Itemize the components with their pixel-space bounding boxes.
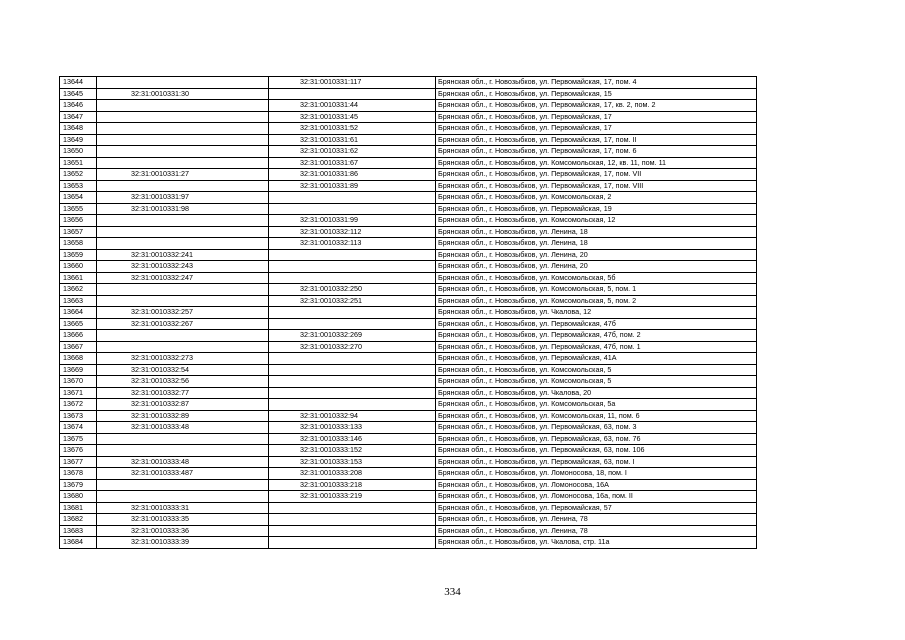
row-number-cell: 13674 <box>60 422 97 434</box>
row-number-cell: 13659 <box>60 249 97 261</box>
cadastral-number-cell <box>97 445 269 457</box>
table-row <box>60 399 757 411</box>
cadastral-number-cell <box>97 491 269 503</box>
row-number-cell: 13684 <box>60 537 97 549</box>
cadastral-number-cell <box>97 100 269 112</box>
cadastral-number-secondary-cell: 32:31:0010333:146 <box>269 433 436 445</box>
address-cell: Брянская обл., г. Новозыбков, ул. Первомайская, 47б, пом. 2 <box>436 330 757 342</box>
row-number-cell: 13665 <box>60 318 97 330</box>
cadastral-number-secondary-cell: 32:31:0010331:44 <box>269 100 436 112</box>
row-number-cell: 13661 <box>60 272 97 284</box>
cadastral-number-cell <box>97 433 269 445</box>
cadastral-number-cell: 32:31:0010332:87 <box>97 399 269 411</box>
table-row <box>60 341 757 353</box>
table-row <box>60 330 757 342</box>
cadastral-number-secondary-cell: 32:31:0010333:152 <box>269 445 436 457</box>
row-number-cell: 13672 <box>60 399 97 411</box>
table-row <box>60 88 757 100</box>
cadastral-number-cell: 32:31:0010333:31 <box>97 502 269 514</box>
row-number-cell: 13656 <box>60 215 97 227</box>
cadastral-number-secondary-cell: 32:31:0010332:251 <box>269 295 436 307</box>
cadastral-number-cell <box>97 284 269 296</box>
address-cell: Брянская обл., г. Новозыбков, ул. Комсомольская, 2 <box>436 192 757 204</box>
cadastral-number-cell <box>97 123 269 135</box>
row-number-cell: 13681 <box>60 502 97 514</box>
row-number-cell: 13649 <box>60 134 97 146</box>
cadastral-number-cell: 32:31:0010331:27 <box>97 169 269 181</box>
row-number-cell: 13651 <box>60 157 97 169</box>
table-row <box>60 376 757 388</box>
cadastral-number-secondary-cell: 32:31:0010331:99 <box>269 215 436 227</box>
table-row <box>60 249 757 261</box>
address-cell: Брянская обл., г. Новозыбков, ул. Первомайская, 47б <box>436 318 757 330</box>
cadastral-number-secondary-cell <box>269 376 436 388</box>
cadastral-number-secondary-cell: 32:31:0010331:45 <box>269 111 436 123</box>
address-cell: Брянская обл., г. Новозыбков, ул. Первомайская, 17, пом. 4 <box>436 77 757 89</box>
cadastral-number-secondary-cell: 32:31:0010332:112 <box>269 226 436 238</box>
cadastral-number-cell <box>97 479 269 491</box>
address-cell: Брянская обл., г. Новозыбков, ул. Первомайская, 17, пом. II <box>436 134 757 146</box>
cadastral-number-cell: 32:31:0010332:257 <box>97 307 269 319</box>
address-cell: Брянская обл., г. Новозыбков, ул. Комсомольская, 5 <box>436 376 757 388</box>
table-row <box>60 456 757 468</box>
cadastral-number-cell: 32:31:0010332:56 <box>97 376 269 388</box>
address-cell: Брянская обл., г. Новозыбков, ул. Ломоносова, 18, пом. I <box>436 468 757 480</box>
address-cell: Брянская обл., г. Новозыбков, ул. Первомайская, 63, пом. 76 <box>436 433 757 445</box>
table-row <box>60 525 757 537</box>
cadastral-number-cell: 32:31:0010332:273 <box>97 353 269 365</box>
row-number-cell: 13646 <box>60 100 97 112</box>
table-row <box>60 307 757 319</box>
address-cell: Брянская обл., г. Новозыбков, ул. Ломоносова, 16А <box>436 479 757 491</box>
page-number: 334 <box>444 586 461 598</box>
row-number-cell: 13680 <box>60 491 97 503</box>
address-cell: Брянская обл., г. Новозыбков, ул. Ленина, 18 <box>436 226 757 238</box>
cadastral-number-cell <box>97 215 269 227</box>
address-cell: Брянская обл., г. Новозыбков, ул. Комсомольская, 5б <box>436 272 757 284</box>
table-row <box>60 169 757 181</box>
row-number-cell: 13658 <box>60 238 97 250</box>
address-cell: Брянская обл., г. Новозыбков, ул. Комсомольская, 11, пом. 6 <box>436 410 757 422</box>
cadastral-number-cell <box>97 111 269 123</box>
row-number-cell: 13657 <box>60 226 97 238</box>
cadastral-number-secondary-cell: 32:31:0010333:219 <box>269 491 436 503</box>
address-cell: Брянская обл., г. Новозыбков, ул. Первомайская, 17 <box>436 123 757 135</box>
cadastral-number-secondary-cell: 32:31:0010331:62 <box>269 146 436 158</box>
address-cell: Брянская обл., г. Новозыбков, ул. Первомайская, 47б, пом. 1 <box>436 341 757 353</box>
address-cell: Брянская обл., г. Новозыбков, ул. Первомайская, 63, пом. 3 <box>436 422 757 434</box>
table-row <box>60 203 757 215</box>
cadastral-number-cell: 32:31:0010332:243 <box>97 261 269 273</box>
cadastral-number-secondary-cell <box>269 261 436 273</box>
row-number-cell: 13653 <box>60 180 97 192</box>
cadastral-number-secondary-cell <box>269 387 436 399</box>
address-cell: Брянская обл., г. Новозыбков, ул. Комсомольская, 12 <box>436 215 757 227</box>
table-row <box>60 192 757 204</box>
row-number-cell: 13644 <box>60 77 97 89</box>
row-number-cell: 13652 <box>60 169 97 181</box>
cadastral-number-secondary-cell <box>269 502 436 514</box>
table-row <box>60 238 757 250</box>
cadastral-number-secondary-cell <box>269 525 436 537</box>
table-row <box>60 502 757 514</box>
address-cell: Брянская обл., г. Новозыбков, ул. Первомайская, 17, кв. 2, пом. 2 <box>436 100 757 112</box>
cadastral-number-secondary-cell: 32:31:0010333:208 <box>269 468 436 480</box>
address-cell: Брянская обл., г. Новозыбков, ул. Ленина, 78 <box>436 525 757 537</box>
row-number-cell: 13667 <box>60 341 97 353</box>
cadastral-number-secondary-cell <box>269 192 436 204</box>
cadastral-number-secondary-cell: 32:31:0010332:270 <box>269 341 436 353</box>
cadastral-number-cell <box>97 134 269 146</box>
table-row <box>60 468 757 480</box>
cadastral-number-secondary-cell: 32:31:0010333:218 <box>269 479 436 491</box>
table-row <box>60 364 757 376</box>
row-number-cell: 13676 <box>60 445 97 457</box>
row-number-cell: 13669 <box>60 364 97 376</box>
table-row <box>60 537 757 549</box>
row-number-cell: 13663 <box>60 295 97 307</box>
cadastral-number-cell: 32:31:0010333:35 <box>97 514 269 526</box>
table-row <box>60 146 757 158</box>
table-row <box>60 226 757 238</box>
table-row <box>60 134 757 146</box>
row-number-cell: 13678 <box>60 468 97 480</box>
table-row <box>60 433 757 445</box>
table-row <box>60 491 757 503</box>
row-number-cell: 13675 <box>60 433 97 445</box>
cadastral-number-secondary-cell <box>269 307 436 319</box>
cadastral-number-cell: 32:31:0010333:48 <box>97 422 269 434</box>
cadastral-number-cell: 32:31:0010331:98 <box>97 203 269 215</box>
table-row <box>60 111 757 123</box>
cadastral-number-cell <box>97 341 269 353</box>
cadastral-number-cell <box>97 330 269 342</box>
cadastral-number-secondary-cell <box>269 364 436 376</box>
cadastral-number-cell <box>97 226 269 238</box>
row-number-cell: 13666 <box>60 330 97 342</box>
cadastral-number-secondary-cell <box>269 399 436 411</box>
cadastral-number-cell <box>97 295 269 307</box>
table-row <box>60 514 757 526</box>
row-number-cell: 13683 <box>60 525 97 537</box>
row-number-cell: 13664 <box>60 307 97 319</box>
row-number-cell: 13673 <box>60 410 97 422</box>
table-row <box>60 272 757 284</box>
table-row <box>60 445 757 457</box>
row-number-cell: 13677 <box>60 456 97 468</box>
table-row <box>60 353 757 365</box>
cadastral-number-cell <box>97 157 269 169</box>
cadastral-number-cell: 32:31:0010332:77 <box>97 387 269 399</box>
row-number-cell: 13670 <box>60 376 97 388</box>
cadastral-number-secondary-cell: 32:31:0010331:89 <box>269 180 436 192</box>
row-number-cell: 13660 <box>60 261 97 273</box>
address-cell: Брянская обл., г. Новозыбков, ул. Первомайская, 17, пом. 6 <box>436 146 757 158</box>
table-row <box>60 410 757 422</box>
row-number-cell: 13645 <box>60 88 97 100</box>
cadastral-number-cell: 32:31:0010333:39 <box>97 537 269 549</box>
register-table <box>59 76 757 549</box>
address-cell: Брянская обл., г. Новозыбков, ул. Первомайская, 63, пом. 106 <box>436 445 757 457</box>
row-number-cell: 13679 <box>60 479 97 491</box>
cadastral-number-cell: 32:31:0010331:97 <box>97 192 269 204</box>
address-cell: Брянская обл., г. Новозыбков, ул. Комсомольская, 5 <box>436 364 757 376</box>
cadastral-number-cell: 32:31:0010332:241 <box>97 249 269 261</box>
cadastral-number-cell: 32:31:0010333:487 <box>97 468 269 480</box>
cadastral-number-secondary-cell: 32:31:0010332:250 <box>269 284 436 296</box>
cadastral-number-cell <box>97 180 269 192</box>
cadastral-number-secondary-cell: 32:31:0010332:113 <box>269 238 436 250</box>
cadastral-number-secondary-cell: 32:31:0010331:117 <box>269 77 436 89</box>
address-cell: Брянская обл., г. Новозыбков, ул. Чкалова, 12 <box>436 307 757 319</box>
table-row <box>60 387 757 399</box>
address-cell: Брянская обл., г. Новозыбков, ул. Ленина, 20 <box>436 261 757 273</box>
cadastral-number-secondary-cell: 32:31:0010331:67 <box>269 157 436 169</box>
address-cell: Брянская обл., г. Новозыбков, ул. Первомайская, 17, пом. VIII <box>436 180 757 192</box>
row-number-cell: 13647 <box>60 111 97 123</box>
address-cell: Брянская обл., г. Новозыбков, ул. Чкалова, 20 <box>436 387 757 399</box>
address-cell: Брянская обл., г. Новозыбков, ул. Первомайская, 17, пом. VII <box>436 169 757 181</box>
row-number-cell: 13650 <box>60 146 97 158</box>
cadastral-number-cell <box>97 146 269 158</box>
cadastral-number-cell <box>97 238 269 250</box>
cadastral-number-secondary-cell <box>269 514 436 526</box>
cadastral-number-secondary-cell: 32:31:0010331:86 <box>269 169 436 181</box>
row-number-cell: 13662 <box>60 284 97 296</box>
register-body <box>60 77 757 549</box>
cadastral-number-secondary-cell <box>269 353 436 365</box>
table-row <box>60 157 757 169</box>
cadastral-number-secondary-cell <box>269 88 436 100</box>
cadastral-number-cell: 32:31:0010332:89 <box>97 410 269 422</box>
row-number-cell: 13648 <box>60 123 97 135</box>
cadastral-number-secondary-cell: 32:31:0010333:133 <box>269 422 436 434</box>
cadastral-number-cell: 32:31:0010331:30 <box>97 88 269 100</box>
cadastral-number-secondary-cell <box>269 249 436 261</box>
table-row <box>60 215 757 227</box>
address-cell: Брянская обл., г. Новозыбков, ул. Комсомольская, 5а <box>436 399 757 411</box>
table-row <box>60 180 757 192</box>
cadastral-number-cell: 32:31:0010332:54 <box>97 364 269 376</box>
address-cell: Брянская обл., г. Новозыбков, ул. Первомайская, 57 <box>436 502 757 514</box>
address-cell: Брянская обл., г. Новозыбков, ул. Комсомольская, 5, пом. 2 <box>436 295 757 307</box>
cadastral-number-secondary-cell: 32:31:0010331:61 <box>269 134 436 146</box>
address-cell: Брянская обл., г. Новозыбков, ул. Ленина, 18 <box>436 238 757 250</box>
row-number-cell: 13655 <box>60 203 97 215</box>
table-row <box>60 295 757 307</box>
address-cell: Брянская обл., г. Новозыбков, ул. Ленина, 78 <box>436 514 757 526</box>
row-number-cell: 13671 <box>60 387 97 399</box>
cadastral-number-secondary-cell: 32:31:0010332:94 <box>269 410 436 422</box>
row-number-cell: 13682 <box>60 514 97 526</box>
address-cell: Брянская обл., г. Новозыбков, ул. Первомайская, 41А <box>436 353 757 365</box>
cadastral-number-secondary-cell: 32:31:0010331:52 <box>269 123 436 135</box>
table-row <box>60 318 757 330</box>
cadastral-number-secondary-cell: 32:31:0010333:153 <box>269 456 436 468</box>
table-row <box>60 123 757 135</box>
address-cell: Брянская обл., г. Новозыбков, ул. Первомайская, 19 <box>436 203 757 215</box>
address-cell: Брянская обл., г. Новозыбков, ул. Первомайская, 63, пом. I <box>436 456 757 468</box>
row-number-cell: 13668 <box>60 353 97 365</box>
address-cell: Брянская обл., г. Новозыбков, ул. Чкалова, стр. 11а <box>436 537 757 549</box>
cadastral-number-cell: 32:31:0010333:48 <box>97 456 269 468</box>
cadastral-number-cell: 32:31:0010332:247 <box>97 272 269 284</box>
table-row <box>60 479 757 491</box>
address-cell: Брянская обл., г. Новозыбков, ул. Ломоносова, 16а, пом. II <box>436 491 757 503</box>
table-row <box>60 261 757 273</box>
cadastral-number-secondary-cell <box>269 272 436 284</box>
address-cell: Брянская обл., г. Новозыбков, ул. Первомайская, 17 <box>436 111 757 123</box>
table-row <box>60 284 757 296</box>
cadastral-number-secondary-cell <box>269 203 436 215</box>
cadastral-number-secondary-cell <box>269 537 436 549</box>
cadastral-number-cell: 32:31:0010332:267 <box>97 318 269 330</box>
address-cell: Брянская обл., г. Новозыбков, ул. Комсомольская, 12, кв. 11, пом. 11 <box>436 157 757 169</box>
cadastral-number-secondary-cell <box>269 318 436 330</box>
address-cell: Брянская обл., г. Новозыбков, ул. Комсомольская, 5, пом. 1 <box>436 284 757 296</box>
row-number-cell: 13654 <box>60 192 97 204</box>
table-row <box>60 422 757 434</box>
table-row <box>60 100 757 112</box>
address-cell: Брянская обл., г. Новозыбков, ул. Ленина, 20 <box>436 249 757 261</box>
address-cell: Брянская обл., г. Новозыбков, ул. Первомайская, 15 <box>436 88 757 100</box>
cadastral-number-cell: 32:31:0010333:36 <box>97 525 269 537</box>
table-row <box>60 77 757 89</box>
cadastral-number-secondary-cell: 32:31:0010332:269 <box>269 330 436 342</box>
cadastral-number-cell <box>97 77 269 89</box>
